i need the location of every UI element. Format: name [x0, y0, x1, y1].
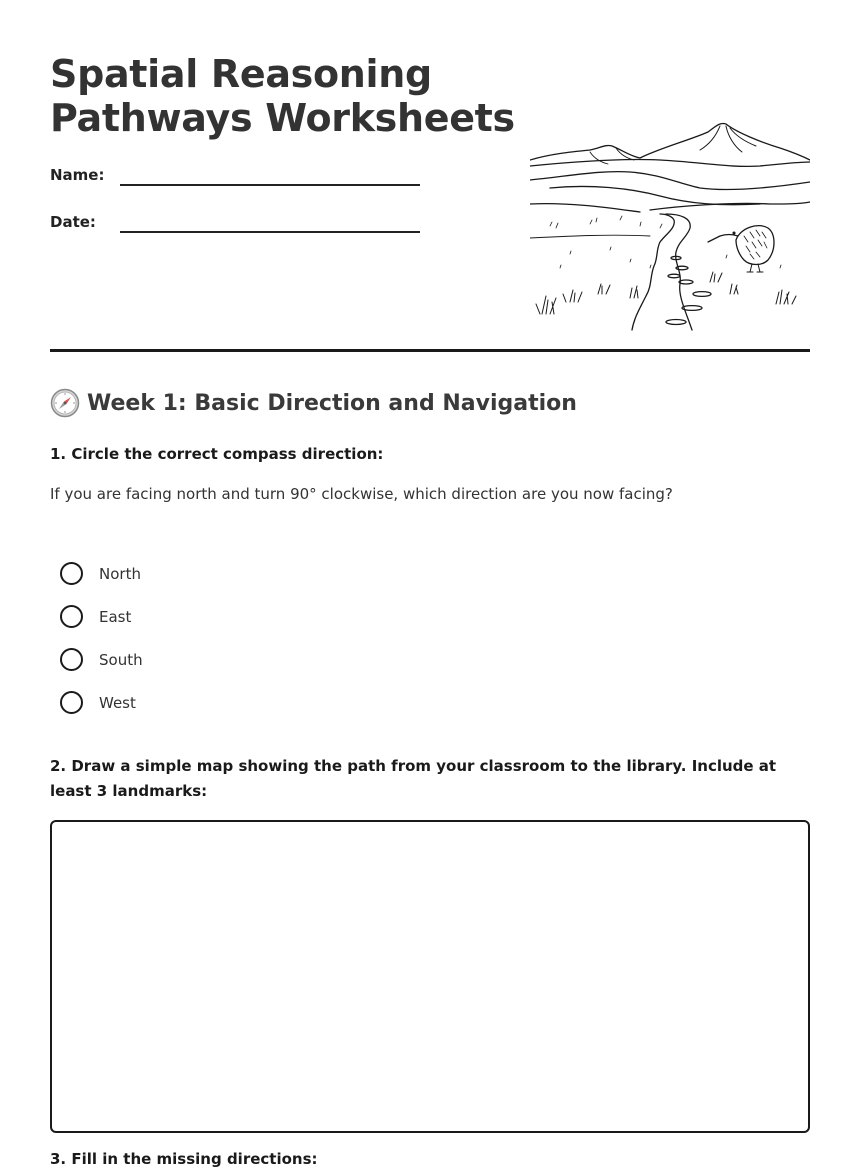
- radio-south[interactable]: [60, 648, 83, 671]
- option-west[interactable]: [60, 681, 143, 724]
- name-field: [50, 166, 470, 196]
- radio-north[interactable]: [60, 562, 83, 585]
- name-label: Name:: [50, 166, 105, 184]
- week1-heading: [50, 388, 577, 418]
- option-south[interactable]: [60, 638, 143, 681]
- question-2-title: 2. Draw a simple map showing the path from your classroom to the library. Include at least 3 landmarks:: [50, 757, 777, 800]
- week1-heading-text: Week 1: Basic Direction and Navigation: [87, 390, 577, 416]
- question-1-title: 1. Circle the correct compass direction:: [50, 445, 384, 463]
- question-1-options: [60, 552, 143, 724]
- landscape-illustration: [530, 118, 810, 333]
- radio-east[interactable]: [60, 605, 83, 628]
- option-east-label: East: [99, 607, 132, 626]
- radio-west[interactable]: [60, 691, 83, 714]
- worksheet-page: [50, 0, 810, 1168]
- option-west-label: West: [99, 693, 136, 712]
- option-north-label: North: [99, 564, 141, 583]
- option-south-label: South: [99, 650, 143, 669]
- question-1-text: If you are facing north and turn 90° clockwise, which direction are you now facing?: [50, 485, 673, 503]
- title-line-1: Spatial Reasoning: [50, 52, 432, 96]
- question-3-title: 3. Fill in the missing directions:: [50, 1150, 318, 1168]
- compass-icon: [50, 388, 80, 418]
- name-input-line[interactable]: [120, 184, 420, 186]
- page-title: [50, 52, 520, 140]
- map-drawing-area[interactable]: [50, 820, 810, 1133]
- header-divider: [50, 349, 810, 352]
- date-input-line[interactable]: [120, 231, 420, 233]
- date-field: [50, 213, 470, 243]
- title-line-2: Pathways Worksheets: [50, 96, 515, 140]
- option-north[interactable]: [60, 552, 143, 595]
- option-east[interactable]: [60, 595, 143, 638]
- date-label: Date:: [50, 213, 96, 231]
